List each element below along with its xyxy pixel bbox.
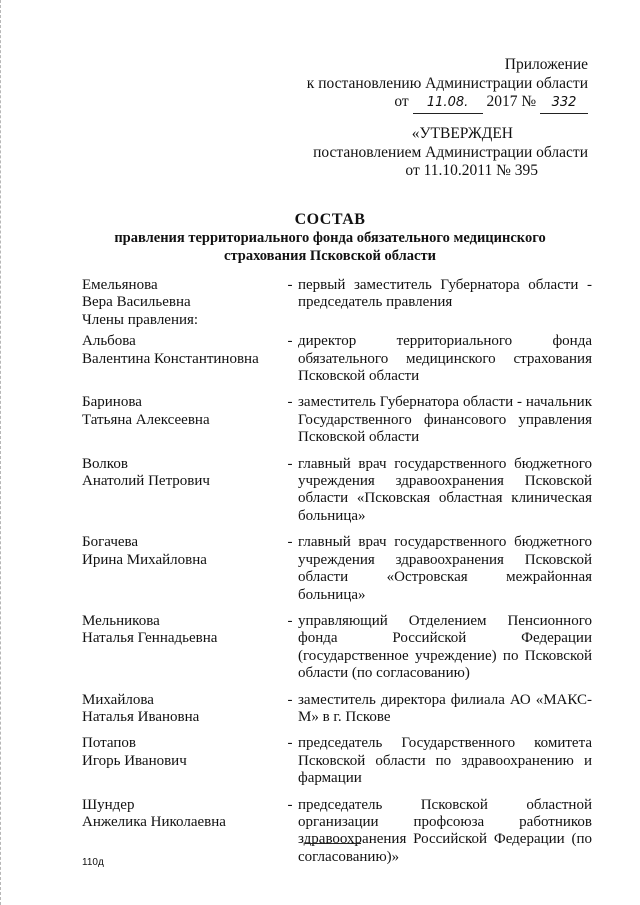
member-surname: Мельникова — [82, 612, 160, 629]
document-heading — [70, 210, 590, 265]
appendix-reference: к постановлению Администрации области — [306, 74, 588, 92]
chairman-surname: Емельянова — [82, 277, 158, 293]
footer-code: 110д — [82, 857, 104, 868]
chairman-role: первый заместитель Губернатора области - председатель правления — [298, 277, 592, 311]
member-dash: - — [287, 333, 293, 350]
approved-reference: постановлением Администрации области — [313, 143, 588, 161]
member-surname: Богачева — [82, 534, 139, 551]
member-name — [82, 456, 282, 526]
handwritten-number: 332 — [540, 94, 588, 114]
member-role: главный врач государственного бюджетного учреждения здравоохранения Псковской области «Псковская областная клиническая больница» — [298, 455, 592, 524]
member-role: главный врач государственного бюджетного учреждения здравоохранения Псковской области «Островская межрайонная больница» — [298, 534, 592, 603]
members-label: Члены правления: — [82, 311, 199, 328]
from-prefix: от — [394, 93, 409, 110]
member-given-name: Ирина Михайловна — [82, 551, 207, 568]
document-subtitle-line-1: правления территориального фонда обязательного медицинского — [114, 230, 546, 246]
member-role: управляющий Отделением Пенсионного фонда Российской Федерации (государственное учреждение) по Псковской области (по согласованию) — [298, 612, 592, 682]
member-row — [82, 394, 592, 446]
appendix-block — [268, 56, 588, 114]
member-given-name: Валентина Константиновна — [82, 350, 259, 367]
member-surname: Потапов — [82, 735, 136, 752]
chairman-dash: - — [287, 277, 293, 293]
member-role: заместитель директора филиала АО «МАКС-М» в г. Пскове — [298, 691, 592, 725]
member-dash: - — [287, 612, 293, 629]
member-dash: - — [287, 735, 293, 752]
member-role: директор территориального фонда обязательного медицинского страхования Псковской области — [298, 333, 592, 385]
member-row — [82, 692, 592, 727]
chairman-row — [82, 277, 592, 312]
member-row — [82, 613, 592, 683]
approved-title: «УТВЕРЖДЕН — [411, 125, 513, 142]
member-dash: - — [287, 394, 293, 411]
chairman-given-name: Вера Васильевна — [82, 294, 191, 311]
closing-rule — [305, 843, 361, 844]
member-surname: Баринова — [82, 394, 142, 411]
member-name — [82, 613, 282, 683]
member-name — [82, 394, 282, 446]
approved-date: от 11.10.2011 № 395 — [405, 162, 538, 179]
board-list — [82, 277, 592, 875]
member-row — [82, 797, 592, 867]
member-surname: Михайлова — [82, 691, 154, 708]
member-row — [82, 534, 592, 604]
member-name — [82, 534, 282, 604]
document-title: СОСТАВ — [294, 211, 366, 228]
appendix-date-line — [268, 93, 588, 114]
member-name — [82, 797, 282, 867]
chairman-name — [82, 277, 282, 312]
member-role: заместитель Губернатора области - начальник Государственного финансового управления Псковской области — [298, 394, 592, 446]
member-surname: Волков — [82, 455, 128, 472]
member-surname: Шундер — [82, 796, 135, 813]
member-role: председатель Государственного комитета Псковской области по здравоохранению и фармации — [298, 735, 592, 787]
member-row — [82, 456, 592, 526]
year-and-number-label: 2017 № — [486, 93, 537, 110]
member-given-name: Игорь Иванович — [82, 752, 187, 769]
handwritten-date: 11.08. — [413, 94, 483, 114]
member-dash: - — [287, 534, 293, 551]
member-given-name: Анжелика Николаевна — [82, 813, 226, 830]
member-dash: - — [287, 691, 293, 708]
scan-edge — [0, 0, 3, 905]
member-given-name: Наталья Ивановна — [82, 708, 200, 725]
member-given-name: Анатолий Петрович — [82, 473, 210, 490]
member-name — [82, 333, 282, 385]
member-name — [82, 735, 282, 787]
member-given-name: Татьяна Алексеевна — [82, 411, 210, 428]
member-role: председатель Псковской областной организации профсоюза работников здравоохранения Российской Федерации (по согласованию)» — [298, 796, 592, 865]
approved-block — [268, 125, 588, 181]
member-dash: - — [287, 455, 293, 472]
member-dash: - — [287, 796, 293, 813]
member-row — [82, 735, 592, 787]
member-name — [82, 692, 282, 727]
document-subtitle-line-2: страхования Псковской области — [224, 247, 436, 264]
appendix-title: Приложение — [504, 56, 588, 73]
member-given-name: Наталья Геннадьевна — [82, 630, 218, 647]
member-row — [82, 333, 592, 385]
member-surname: Альбова — [82, 333, 136, 350]
